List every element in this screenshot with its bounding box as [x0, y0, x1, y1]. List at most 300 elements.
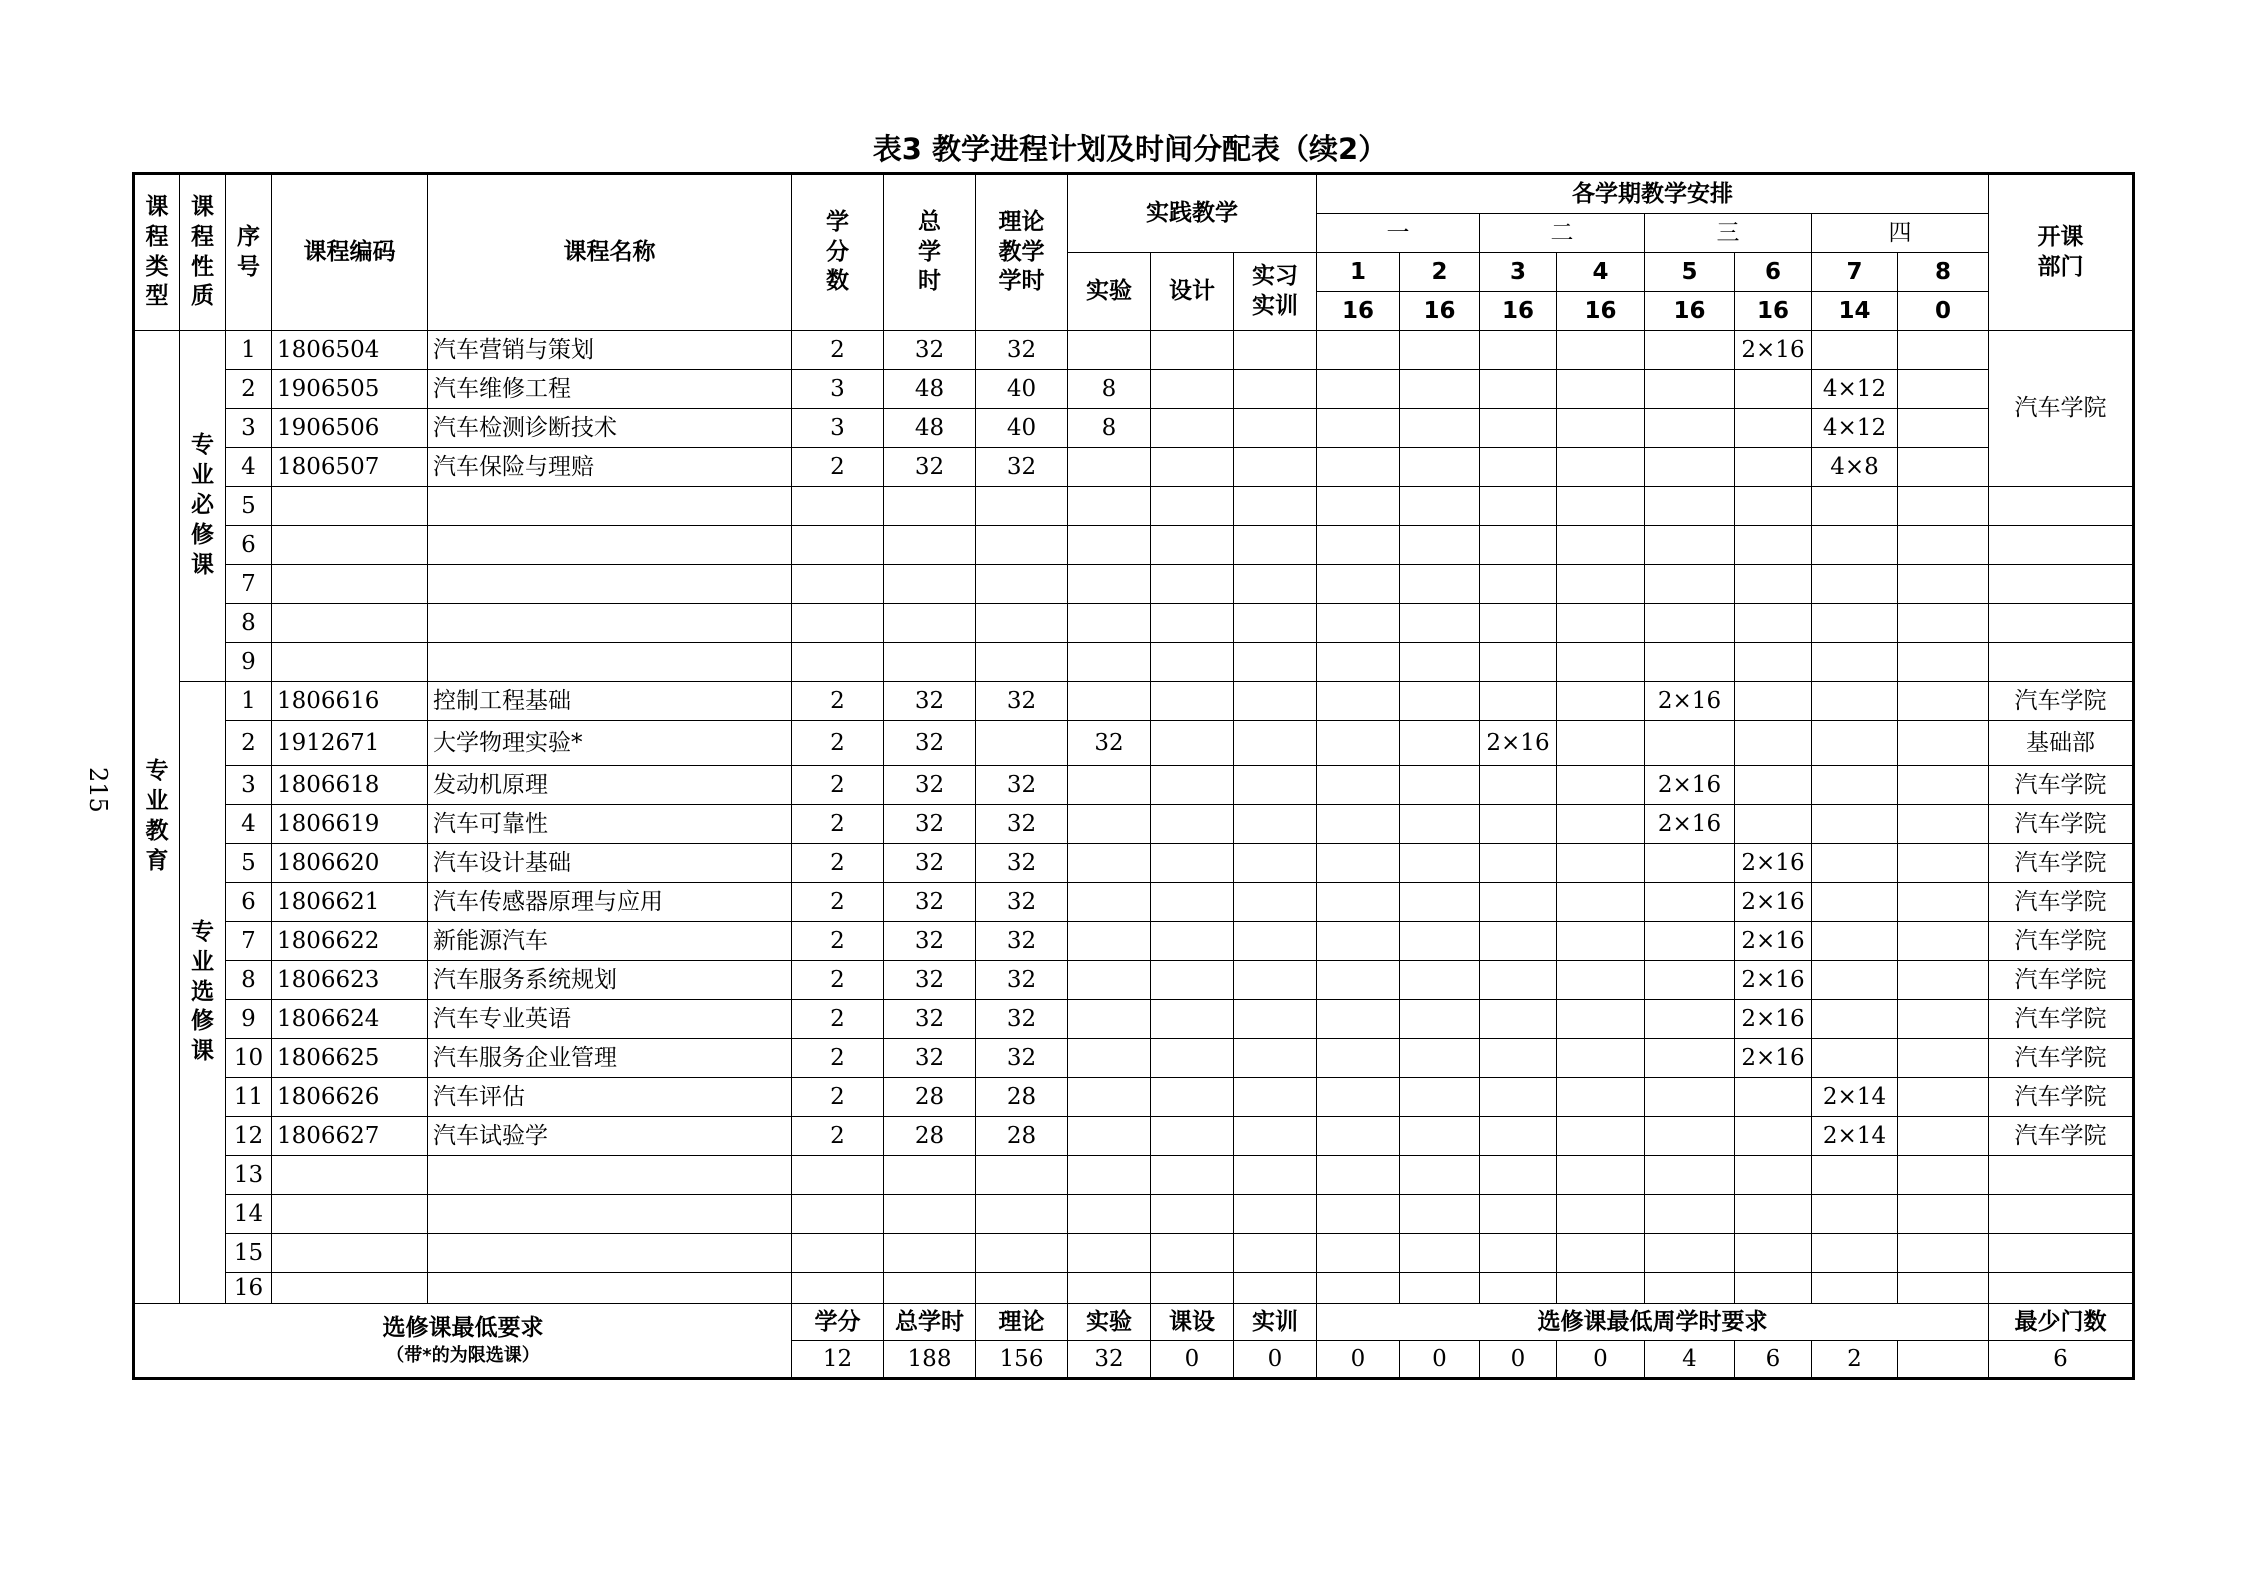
cell-s2: [1400, 1078, 1480, 1117]
cell-code: [272, 1195, 428, 1234]
header-semester: 1: [1317, 253, 1400, 292]
cell-name: 发动机原理: [428, 766, 792, 805]
cell-s1: [1317, 370, 1400, 409]
table-row: [134, 370, 2134, 409]
cell-s2: [1400, 1000, 1480, 1039]
table-row: [134, 604, 2134, 643]
cell-s1: [1317, 961, 1400, 1000]
cell-seq: 10: [226, 1039, 272, 1078]
cell-s4: [1557, 1234, 1645, 1273]
cell-credit: 2: [792, 1117, 884, 1156]
cell-s7: [1812, 1273, 1898, 1304]
footer-weekly: 2: [1812, 1341, 1898, 1379]
cell-s7: 2×14: [1812, 1078, 1898, 1117]
header-semester: 7: [1812, 253, 1898, 292]
cell-total: 32: [884, 805, 976, 844]
cell-s4: [1557, 1117, 1645, 1156]
cell-s8: [1898, 604, 1989, 643]
cell-s7: [1812, 721, 1898, 766]
header-seq: 序 号: [226, 174, 272, 331]
cell-design: [1151, 643, 1234, 682]
cell-code: [272, 1273, 428, 1304]
cell-code: 1806507: [272, 448, 428, 487]
cell-lab: [1068, 766, 1151, 805]
cell-s8: [1898, 643, 1989, 682]
cell-s1: [1317, 565, 1400, 604]
cell-credit: [792, 1234, 884, 1273]
cell-theory: 40: [976, 370, 1068, 409]
cell-s8: [1898, 409, 1989, 448]
cell-s3: [1480, 1156, 1557, 1195]
header-year-2: 二: [1480, 214, 1645, 253]
cell-total: [884, 487, 976, 526]
cell-credit: [792, 487, 884, 526]
cell-s1: [1317, 1039, 1400, 1078]
cell-credit: [792, 565, 884, 604]
cell-seq: 2: [226, 721, 272, 766]
footer-weekly: 4: [1645, 1341, 1735, 1379]
cell-theory: 32: [976, 331, 1068, 370]
table-row: [134, 721, 2134, 766]
cell-s8: [1898, 922, 1989, 961]
header-course-type: 课 程 类 型: [134, 174, 180, 331]
cell-s2: [1400, 1195, 1480, 1234]
cell-credit: 2: [792, 682, 884, 721]
cell-seq: 1: [226, 682, 272, 721]
cell-s7: [1812, 844, 1898, 883]
header-semester: 3: [1480, 253, 1557, 292]
cell-s3: [1480, 1195, 1557, 1234]
cell-total: 32: [884, 331, 976, 370]
cell-intern: [1234, 1195, 1317, 1234]
cell-s4: [1557, 565, 1645, 604]
cell-s5: [1645, 487, 1735, 526]
cell-dept: [1989, 604, 2134, 643]
cell-seq: 6: [226, 883, 272, 922]
cell-lab: [1068, 604, 1151, 643]
cell-s8: [1898, 1039, 1989, 1078]
header-year-1: 一: [1317, 214, 1480, 253]
cell-s8: [1898, 682, 1989, 721]
cell-s6: [1735, 604, 1812, 643]
cell-s1: [1317, 448, 1400, 487]
cell-s6: [1735, 805, 1812, 844]
cell-seq: 7: [226, 922, 272, 961]
cell-name: 汽车传感器原理与应用: [428, 883, 792, 922]
cell-s8: [1898, 844, 1989, 883]
cell-dept: 汽车学院: [1989, 1117, 2134, 1156]
cell-s2: [1400, 370, 1480, 409]
course-type-cell: 专 业 教 育: [134, 331, 180, 1304]
cell-credit: 2: [792, 1039, 884, 1078]
cell-design: [1151, 1117, 1234, 1156]
cell-design: [1151, 805, 1234, 844]
cell-total: [884, 604, 976, 643]
cell-name: 汽车检测诊断技术: [428, 409, 792, 448]
cell-total: 48: [884, 409, 976, 448]
cell-s3: [1480, 922, 1557, 961]
cell-s3: [1480, 1117, 1557, 1156]
cell-code: 1906506: [272, 409, 428, 448]
cell-credit: 2: [792, 961, 884, 1000]
header-weeks: 16: [1400, 292, 1480, 331]
cell-lab: [1068, 526, 1151, 565]
footer-min-courses: 6: [1989, 1341, 2134, 1379]
cell-s6: 2×16: [1735, 961, 1812, 1000]
cell-design: [1151, 682, 1234, 721]
footer-weekly: 0: [1480, 1341, 1557, 1379]
cell-intern: [1234, 1039, 1317, 1078]
cell-s3: [1480, 844, 1557, 883]
footer-total: 188: [884, 1341, 976, 1379]
footer-credit: 12: [792, 1341, 884, 1379]
cell-s1: [1317, 805, 1400, 844]
cell-theory: [976, 1156, 1068, 1195]
cell-name: 汽车评估: [428, 1078, 792, 1117]
table-row: [134, 1117, 2134, 1156]
header-code: 课程编码: [272, 174, 428, 331]
cell-lab: [1068, 961, 1151, 1000]
cell-seq: 8: [226, 961, 272, 1000]
cell-s7: [1812, 1195, 1898, 1234]
cell-code: [272, 604, 428, 643]
cell-name: 汽车维修工程: [428, 370, 792, 409]
cell-s6: [1735, 682, 1812, 721]
cell-total: 32: [884, 922, 976, 961]
header-weeks: 16: [1557, 292, 1645, 331]
cell-total: 32: [884, 961, 976, 1000]
footer-weekly: 0: [1557, 1341, 1645, 1379]
cell-s4: [1557, 766, 1645, 805]
cell-s6: [1735, 370, 1812, 409]
cell-s5: [1645, 1078, 1735, 1117]
cell-design: [1151, 1156, 1234, 1195]
header-weeks: 16: [1480, 292, 1557, 331]
cell-theory: [976, 1234, 1068, 1273]
cell-design: [1151, 844, 1234, 883]
cell-s3: [1480, 766, 1557, 805]
cell-s4: [1557, 961, 1645, 1000]
cell-total: [884, 565, 976, 604]
cell-s7: [1812, 604, 1898, 643]
cell-dept: [1989, 565, 2134, 604]
cell-s5: 2×16: [1645, 805, 1735, 844]
header-practice: 实践教学: [1068, 174, 1317, 253]
cell-intern: [1234, 844, 1317, 883]
cell-s4: [1557, 844, 1645, 883]
cell-s2: [1400, 526, 1480, 565]
cell-s7: 4×12: [1812, 409, 1898, 448]
cell-s8: [1898, 1273, 1989, 1304]
cell-lab: [1068, 682, 1151, 721]
cell-theory: 32: [976, 844, 1068, 883]
cell-s4: [1557, 1078, 1645, 1117]
cell-total: [884, 1273, 976, 1304]
cell-credit: 3: [792, 409, 884, 448]
cell-lab: [1068, 1195, 1151, 1234]
cell-lab: [1068, 448, 1151, 487]
cell-s2: [1400, 565, 1480, 604]
cell-intern: [1234, 448, 1317, 487]
cell-s8: [1898, 721, 1989, 766]
table-row: [134, 1039, 2134, 1078]
cell-s3: [1480, 1078, 1557, 1117]
cell-s5: [1645, 844, 1735, 883]
cell-design: [1151, 1234, 1234, 1273]
cell-seq: 15: [226, 1234, 272, 1273]
cell-s4: [1557, 1000, 1645, 1039]
cell-credit: 2: [792, 721, 884, 766]
cell-theory: [976, 487, 1068, 526]
cell-intern: [1234, 526, 1317, 565]
cell-intern: [1234, 766, 1317, 805]
table-row: [134, 1156, 2134, 1195]
cell-seq: 8: [226, 604, 272, 643]
cell-design: [1151, 1000, 1234, 1039]
cell-s7: 4×8: [1812, 448, 1898, 487]
cell-dept: 汽车学院: [1989, 922, 2134, 961]
cell-code: 1906505: [272, 370, 428, 409]
cell-name: 汽车服务系统规划: [428, 961, 792, 1000]
cell-dept: 汽车学院: [1989, 682, 2134, 721]
header-semester: 2: [1400, 253, 1480, 292]
cell-total: 32: [884, 844, 976, 883]
cell-intern: [1234, 487, 1317, 526]
header-name: 课程名称: [428, 174, 792, 331]
footer-header-lab: 实验: [1068, 1304, 1151, 1341]
footer-header-intern: 实训: [1234, 1304, 1317, 1341]
cell-s6: [1735, 448, 1812, 487]
cell-lab: [1068, 1273, 1151, 1304]
header-theory-hours: 理论 教学 学时: [976, 174, 1068, 331]
table-row: [134, 922, 2134, 961]
cell-theory: [976, 1195, 1068, 1234]
cell-s5: [1645, 1156, 1735, 1195]
cell-total: 32: [884, 1000, 976, 1039]
cell-s1: [1317, 1000, 1400, 1039]
cell-s1: [1317, 883, 1400, 922]
cell-intern: [1234, 883, 1317, 922]
table-row: [134, 1234, 2134, 1273]
cell-seq: 9: [226, 643, 272, 682]
required-course-label: 专 业 必 修 课: [180, 331, 226, 682]
cell-name: [428, 526, 792, 565]
cell-design: [1151, 721, 1234, 766]
cell-design: [1151, 526, 1234, 565]
cell-s3: [1480, 643, 1557, 682]
cell-credit: 2: [792, 766, 884, 805]
cell-intern: [1234, 1156, 1317, 1195]
cell-s6: [1735, 487, 1812, 526]
cell-s5: [1645, 1273, 1735, 1304]
cell-credit: 2: [792, 844, 884, 883]
cell-s4: [1557, 526, 1645, 565]
cell-total: [884, 526, 976, 565]
cell-total: 32: [884, 448, 976, 487]
cell-lab: [1068, 643, 1151, 682]
cell-s4: [1557, 643, 1645, 682]
cell-s8: [1898, 1000, 1989, 1039]
cell-s5: [1645, 961, 1735, 1000]
cell-dept: [1989, 1156, 2134, 1195]
required-department-cell: 汽车学院: [1989, 331, 2134, 487]
cell-name: [428, 487, 792, 526]
cell-s4: [1557, 1039, 1645, 1078]
cell-name: 汽车可靠性: [428, 805, 792, 844]
header-weeks: 16: [1645, 292, 1735, 331]
cell-dept: [1989, 487, 2134, 526]
cell-lab: [1068, 805, 1151, 844]
cell-s7: [1812, 1156, 1898, 1195]
cell-theory: 32: [976, 1039, 1068, 1078]
cell-s8: [1898, 883, 1989, 922]
cell-name: [428, 1273, 792, 1304]
cell-seq: 6: [226, 526, 272, 565]
cell-s8: [1898, 1156, 1989, 1195]
header-semester-arrangement: 各学期教学安排: [1317, 174, 1989, 214]
table-row: [134, 643, 2134, 682]
cell-design: [1151, 766, 1234, 805]
cell-s4: [1557, 370, 1645, 409]
cell-s2: [1400, 409, 1480, 448]
cell-s2: [1400, 1234, 1480, 1273]
cell-lab: [1068, 1078, 1151, 1117]
cell-lab: [1068, 1156, 1151, 1195]
cell-lab: [1068, 1117, 1151, 1156]
cell-seq: 5: [226, 487, 272, 526]
cell-intern: [1234, 331, 1317, 370]
footer-header-total: 总学时: [884, 1304, 976, 1341]
cell-intern: [1234, 721, 1317, 766]
cell-s3: [1480, 682, 1557, 721]
footer-header-theory: 理论: [976, 1304, 1068, 1341]
cell-credit: 2: [792, 1000, 884, 1039]
cell-s7: [1812, 883, 1898, 922]
cell-s2: [1400, 1273, 1480, 1304]
cell-intern: [1234, 565, 1317, 604]
cell-s6: 2×16: [1735, 922, 1812, 961]
table-row: [134, 805, 2134, 844]
cell-code: [272, 487, 428, 526]
cell-design: [1151, 331, 1234, 370]
cell-name: [428, 565, 792, 604]
table-row: [134, 1195, 2134, 1234]
cell-s6: [1735, 1234, 1812, 1273]
cell-total: [884, 643, 976, 682]
cell-s5: [1645, 370, 1735, 409]
cell-intern: [1234, 1273, 1317, 1304]
cell-s5: [1645, 922, 1735, 961]
cell-dept: 汽车学院: [1989, 1039, 2134, 1078]
cell-intern: [1234, 604, 1317, 643]
cell-s2: [1400, 961, 1480, 1000]
header-credit: 学 分 数: [792, 174, 884, 331]
table-row: [134, 766, 2134, 805]
cell-code: 1806625: [272, 1039, 428, 1078]
cell-design: [1151, 961, 1234, 1000]
cell-s6: 2×16: [1735, 1000, 1812, 1039]
footer-lab: 32: [1068, 1341, 1151, 1379]
cell-code: 1806616: [272, 682, 428, 721]
cell-s1: [1317, 487, 1400, 526]
cell-theory: 40: [976, 409, 1068, 448]
cell-total: 32: [884, 682, 976, 721]
cell-s1: [1317, 721, 1400, 766]
cell-s2: [1400, 1039, 1480, 1078]
cell-name: [428, 604, 792, 643]
cell-s4: [1557, 487, 1645, 526]
footer-weekly: [1898, 1341, 1989, 1379]
cell-design: [1151, 604, 1234, 643]
cell-s5: [1645, 1195, 1735, 1234]
cell-s3: [1480, 370, 1557, 409]
cell-credit: 2: [792, 922, 884, 961]
cell-s3: [1480, 883, 1557, 922]
cell-s2: [1400, 643, 1480, 682]
table-row: [134, 883, 2134, 922]
cell-s5: [1645, 1234, 1735, 1273]
cell-s7: 4×12: [1812, 370, 1898, 409]
cell-total: 32: [884, 766, 976, 805]
cell-s3: [1480, 961, 1557, 1000]
cell-seq: 13: [226, 1156, 272, 1195]
cell-design: [1151, 922, 1234, 961]
cell-s8: [1898, 766, 1989, 805]
cell-name: 新能源汽车: [428, 922, 792, 961]
cell-theory: [976, 1273, 1068, 1304]
cell-code: [272, 1234, 428, 1273]
cell-s7: [1812, 487, 1898, 526]
cell-total: 32: [884, 1039, 976, 1078]
cell-design: [1151, 487, 1234, 526]
header-practice-intern: 实习 实训: [1234, 253, 1317, 331]
cell-s8: [1898, 1195, 1989, 1234]
cell-name: 汽车服务企业管理: [428, 1039, 792, 1078]
cell-s2: [1400, 844, 1480, 883]
cell-s8: [1898, 1234, 1989, 1273]
cell-design: [1151, 370, 1234, 409]
cell-s6: [1735, 1195, 1812, 1234]
cell-s8: [1898, 370, 1989, 409]
table-row: [134, 526, 2134, 565]
cell-s5: [1645, 721, 1735, 766]
cell-code: [272, 526, 428, 565]
cell-code: 1806618: [272, 766, 428, 805]
cell-s3: [1480, 805, 1557, 844]
footer-header-min-courses: 最少门数: [1989, 1304, 2134, 1341]
cell-intern: [1234, 1078, 1317, 1117]
cell-s3: [1480, 604, 1557, 643]
cell-s6: [1735, 409, 1812, 448]
cell-s5: [1645, 448, 1735, 487]
cell-s7: [1812, 1039, 1898, 1078]
cell-total: [884, 1156, 976, 1195]
table-row: [134, 409, 2134, 448]
table-row: [134, 1273, 2134, 1304]
cell-s2: [1400, 604, 1480, 643]
cell-seq: 3: [226, 409, 272, 448]
cell-design: [1151, 1039, 1234, 1078]
cell-s1: [1317, 643, 1400, 682]
cell-code: [272, 643, 428, 682]
cell-lab: 32: [1068, 721, 1151, 766]
cell-s1: [1317, 682, 1400, 721]
cell-dept: [1989, 1234, 2134, 1273]
table-row: [134, 961, 2134, 1000]
footer-label: 选修课最低要求 （带*的为限选课）: [134, 1304, 792, 1379]
cell-dept: [1989, 1195, 2134, 1234]
cell-dept: 汽车学院: [1989, 805, 2134, 844]
